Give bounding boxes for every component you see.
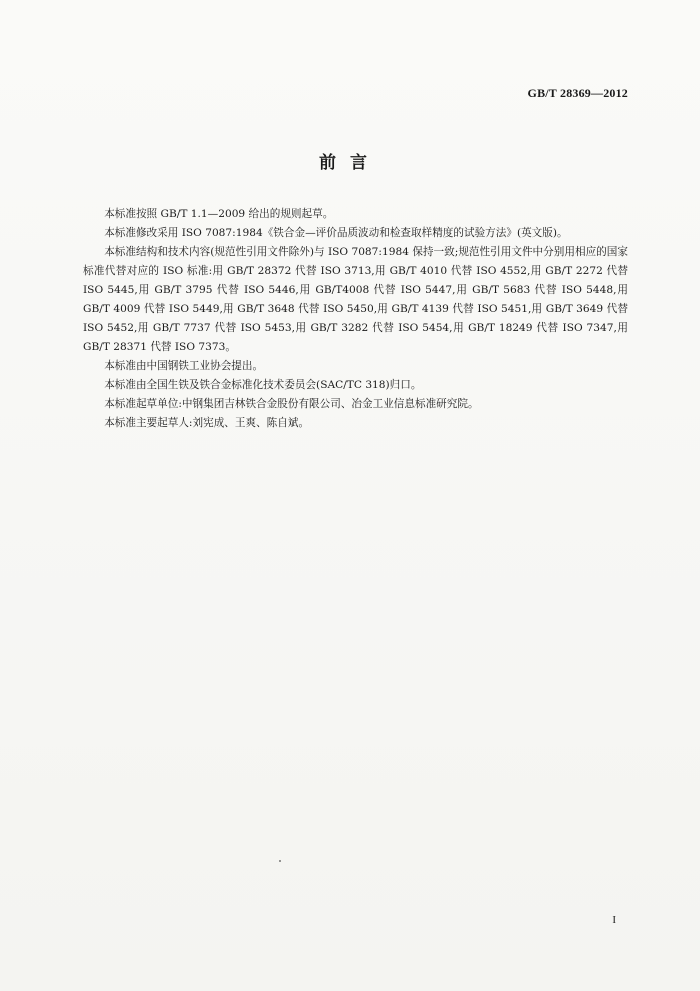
paragraph-technical-committee: 本标准由全国生铁及铁合金标准化技术委员会(SAC/TC 318)归口。 bbox=[104, 379, 422, 391]
page-number: I bbox=[612, 914, 616, 926]
paragraph-adoption: 本标准修改采用 ISO 7087:1984《铁合金—评价品质波动和检查取样精度的试验方法》(英文版)。 bbox=[104, 227, 568, 239]
standard-code: GB/T 28369—2012 bbox=[527, 86, 628, 100]
paragraph-drafters: 本标准主要起草人:刘宪成、王爽、陈自斌。 bbox=[104, 417, 310, 429]
paragraph-proposed-by: 本标准由中国钢铁工业协会提出。 bbox=[104, 360, 264, 372]
scan-speck bbox=[279, 860, 281, 862]
paragraph-drafting-rules: 本标准按照 GB/T 1.1—2009 给出的规则起草。 bbox=[104, 208, 334, 220]
page-title: 前言 bbox=[319, 153, 381, 173]
foreword-body bbox=[83, 205, 628, 433]
paragraph-drafting-units: 本标准起草单位:中钢集团吉林铁合金股份有限公司、冶金工业信息标准研究院。 bbox=[104, 398, 479, 410]
paragraph-normative-references: 本标准结构和技术内容(规范性引用文件除外)与 ISO 7087:1984 保持一致;规范性引用文件中分别用相应的国家标准代替对应的 ISO 标准:用 GB/T 28372 代替 ISO 3713,用 GB/T 4010 代替 ISO 4552,用 GB/T 2272 代替 ISO 5445,用 GB/T 3795 代替 ISO 5446,用 GB/T4008 代替 ISO 5447,用 GB/T 5683 代替 ISO 5448,用 GB/T 4009 代替 ISO 5449,用 GB/T 3648 代替 ISO 5450,用 GB/T 4139 代替 ISO 5451,用 GB/T 3649 代替 ISO 5452,用 GB/T 7737 代替 ISO 5453,用 GB/T 3282 代替 ISO 5454,用 GB/T 18249 代替 ISO 7347,用 GB/T 28371 代替 ISO 7373。 bbox=[83, 246, 628, 353]
